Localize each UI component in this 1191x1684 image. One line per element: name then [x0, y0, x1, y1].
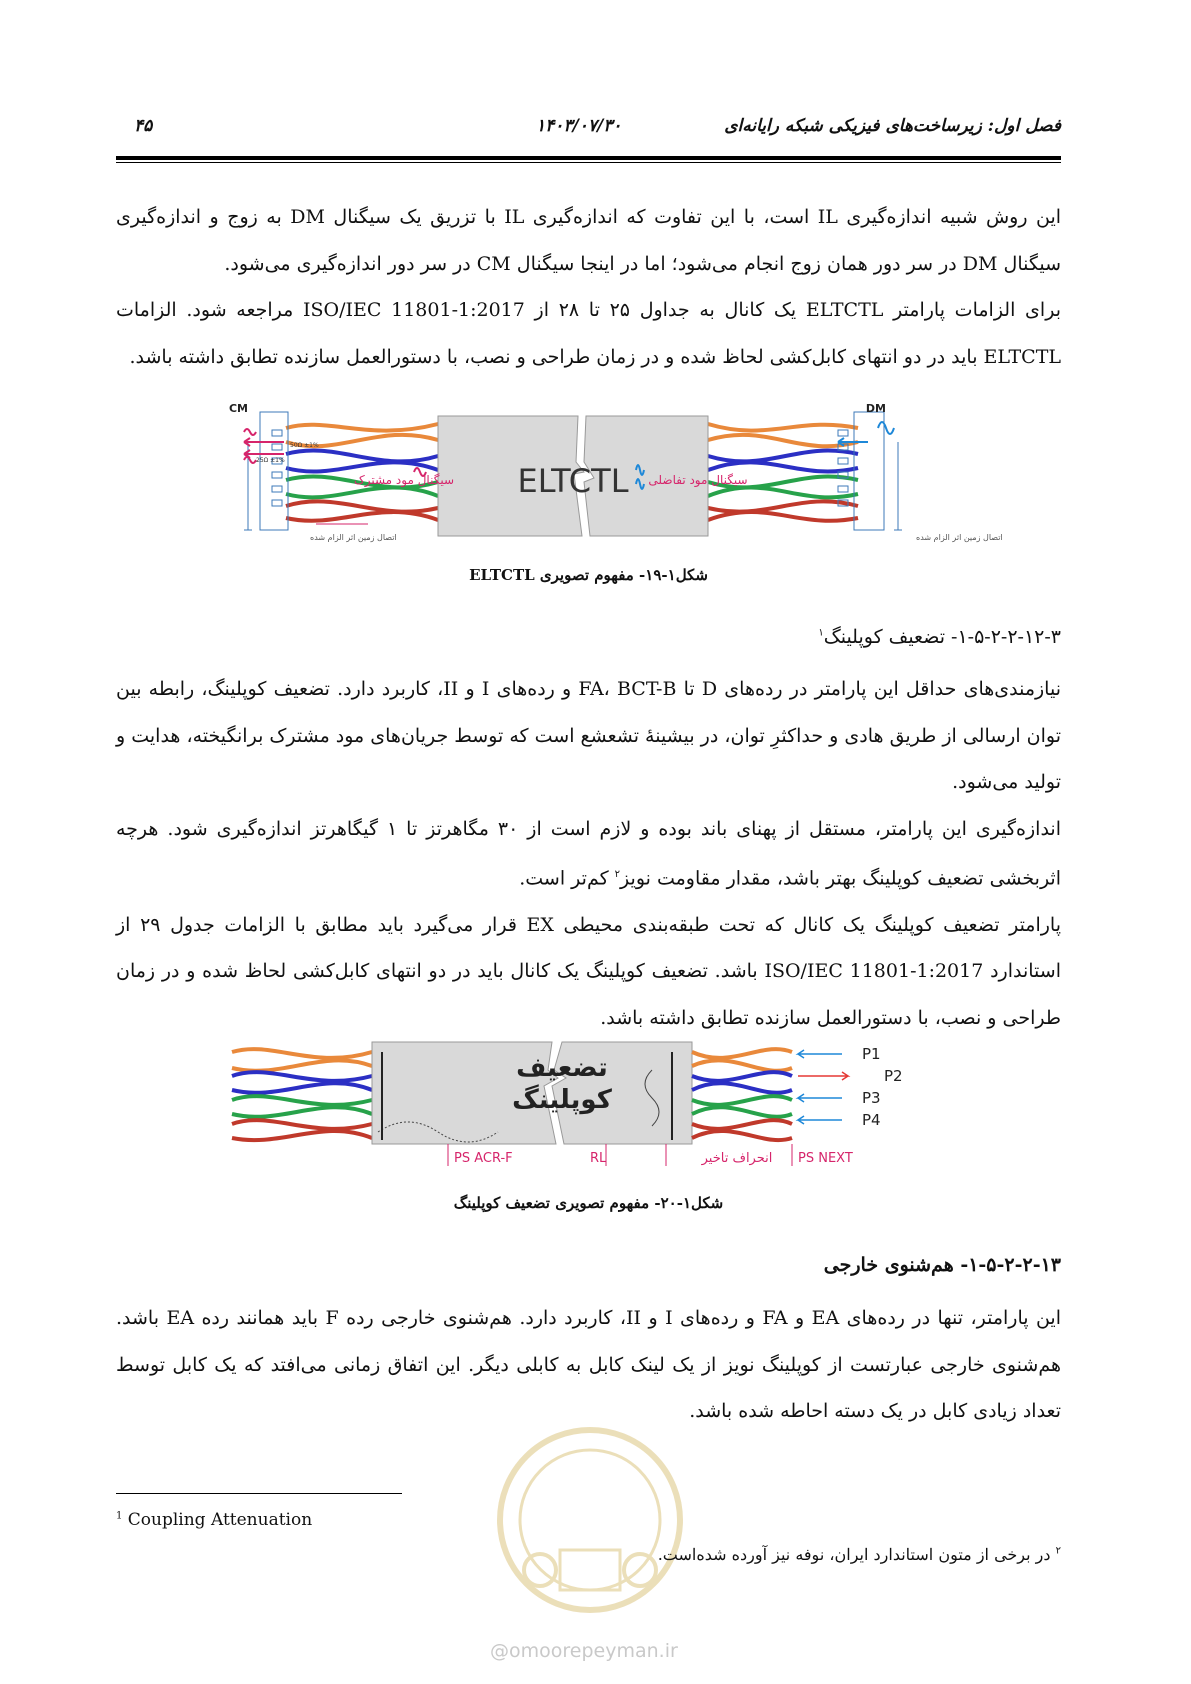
section-12-paragraph-2-b: کم‌تر است.: [519, 867, 615, 890]
eltctl-label: ELTCTL: [517, 462, 629, 500]
coupling-box: [372, 1042, 692, 1144]
footnote-rule: [116, 1493, 402, 1494]
dm-label: DM: [865, 402, 886, 415]
left-ground-label: اتصال زمین اثر الزام شده: [310, 533, 397, 542]
coupling-attenuation-figure: [232, 1040, 932, 1170]
section-12-heading-text: ۱-۵-۲-۲-۱۲-۳- تضعیف کوپلینگ: [823, 626, 1061, 648]
resistor-label-1: 50Ω ±1%: [290, 442, 319, 449]
header-rule-thin: [116, 162, 1061, 163]
watermark-logo: [470, 1420, 710, 1620]
section-12-paragraph-2-a: اندازه‌گیری این پارامتر، مستقل از پهنای باند بوده و لازم است از ۳۰ مگاهرتز تا ۱ گیگاهرتز اندازه‌گیری شود. هرچه اثربخشی تضعیف کوپلینگ بهتر باشد، مقدار مقاومت نویز: [116, 817, 1061, 890]
footnote-1: [116, 1510, 312, 1530]
section-12-paragraph-1: نیازمندی‌های حداقل این پارامتر در رده‌های D تا FA، BCT-B و رده‌های I و II، کاربرد دارد. تضعیف کوپلینگ، رابطه بین توان ارسالی از طریق هادی و حداکثرِ توان، در بیشینهٔ تشعشع است که توسط جریان‌های مود مشترک برانگیخته، هدایت و تولید می‌شود.: [116, 678, 1061, 793]
port-p1-label: P1: [862, 1045, 881, 1063]
section-13-heading: ۱-۵-۲-۲-۱۳- هم‌شنوی خارجی: [823, 1254, 1061, 1276]
dm-signal-label: سیگنال مود تفاضلی: [648, 473, 748, 487]
ps-next-label: PS NEXT: [798, 1151, 853, 1166]
figure-20-caption: شکل۱-۲۰- مفهوم تصویری تضعیف کوپلینگ: [453, 1194, 724, 1212]
footnote-1-number: 1: [116, 1510, 123, 1522]
ps-acr-f-label: PS ACR-F: [454, 1151, 513, 1166]
left-terminations: [244, 412, 288, 530]
footnote-1-text: Coupling Attenuation: [127, 1510, 313, 1530]
cm-signal-label: سیگنال مود مشترک: [353, 473, 455, 487]
port-p2-label: P2: [884, 1067, 903, 1085]
intro-paragraph-2: برای الزامات پارامتر ELTCTL یک کانال به جداول ۲۵ تا ۲۸ از ISO/IEC 11801-1:2017 مراجعه شود. الزامات ELTCTL باید در دو انتهای کابل‌کشی لحاظ شده و در زمان طراحی و نصب، با دستورالعمل سازنده تطابق داشته باشد.: [116, 299, 1061, 368]
section-12-paragraph-2: [116, 806, 1061, 902]
section-12-heading: [818, 626, 1061, 648]
page-number: ۴۵: [134, 116, 153, 136]
header-date: ۱۴۰۳/۰۷/۳۰: [536, 116, 622, 136]
watermark-text: @omoorepeyman.ir: [490, 1640, 678, 1662]
coupling-label-line1: تضعیف: [516, 1053, 608, 1083]
port-arrows: [798, 1050, 848, 1124]
coupling-label-line2: کوپلینگ: [512, 1085, 612, 1115]
footnote-2-number: ۲: [1055, 1545, 1061, 1557]
noise-footnote-ref: ۲: [614, 869, 621, 880]
intro-text: [116, 194, 1061, 380]
section-13-paragraph-1: این پارامتر، تنها در رده‌های EA و FA و رده‌های I و II، کاربرد دارد. هم‌شنوی خارجی رده F باید همانند رده EA باشد. هم‌شنوی خارجی عبارتست از کوپلینگ نویز از یک لینک کابل به کابلی دیگر. این اتفاق زمانی می‌افتد که یک کابل توسط تعداد زیادی کابل در یک دسته احاطه شده باشد.: [116, 1307, 1061, 1422]
right-ground-label: اتصال زمین اثر الزام شده: [916, 533, 1003, 542]
footnote-2: [658, 1545, 1061, 1564]
port-p4-label: P4: [862, 1111, 881, 1129]
resistor-label-2: 25Ω ±1%: [256, 457, 285, 464]
header-rule-thick: [116, 156, 1061, 160]
port-p3-label: P3: [862, 1089, 881, 1107]
eltctl-figure: [228, 402, 1003, 547]
section-12-text: [116, 666, 1061, 1041]
section-12-footnote-ref: ۱: [818, 627, 824, 639]
chapter-title: فصل اول: زیرساخت‌های فیزیکی شبکه رایانه‌ای: [724, 116, 1061, 136]
right-cable-pairs-2: [692, 1049, 792, 1140]
cm-label: CM: [228, 402, 248, 415]
rl-label: RL: [590, 1151, 607, 1166]
section-13-text: [116, 1295, 1061, 1435]
page-header: [116, 116, 1061, 140]
delay-skew-label: انحراف تاخیر: [701, 1151, 773, 1166]
footnote-2-text: در برخی از متون استاندارد ایران، نوفه نیز آورده شده‌است.: [657, 1545, 1051, 1564]
left-cable-pairs-2: [232, 1049, 372, 1140]
figure-19-caption: شکل۱-۱۹- مفهوم تصویری ELTCTL: [469, 566, 708, 584]
section-12-paragraph-3: پارامتر تضعیف کوپلینگ یک کانال که تحت طبقه‌بندی محیطی EX قرار می‌گیرد باید مطابق با الزامات جدول ۲۹ از استاندارد ISO/IEC 11801-1:2017 باشد. تضعیف کوپلینگ یک کانال باید در دو انتهای کابل‌کشی لحاظ شده و در زمان طراحی و نصب، با دستورالعمل سازنده تطابق داشته باشد.: [116, 913, 1062, 1029]
intro-paragraph-1: این روش شبیه اندازه‌گیری IL است، با این تفاوت که اندازه‌گیری IL با تزریق یک سیگنال DM به زوج و اندازه‌گیری سیگنال DM در سر دور همان زوج انجام می‌شود؛ اما در اینجا سیگنال CM در سر دور اندازه‌گیری می‌شود.: [116, 206, 1062, 275]
